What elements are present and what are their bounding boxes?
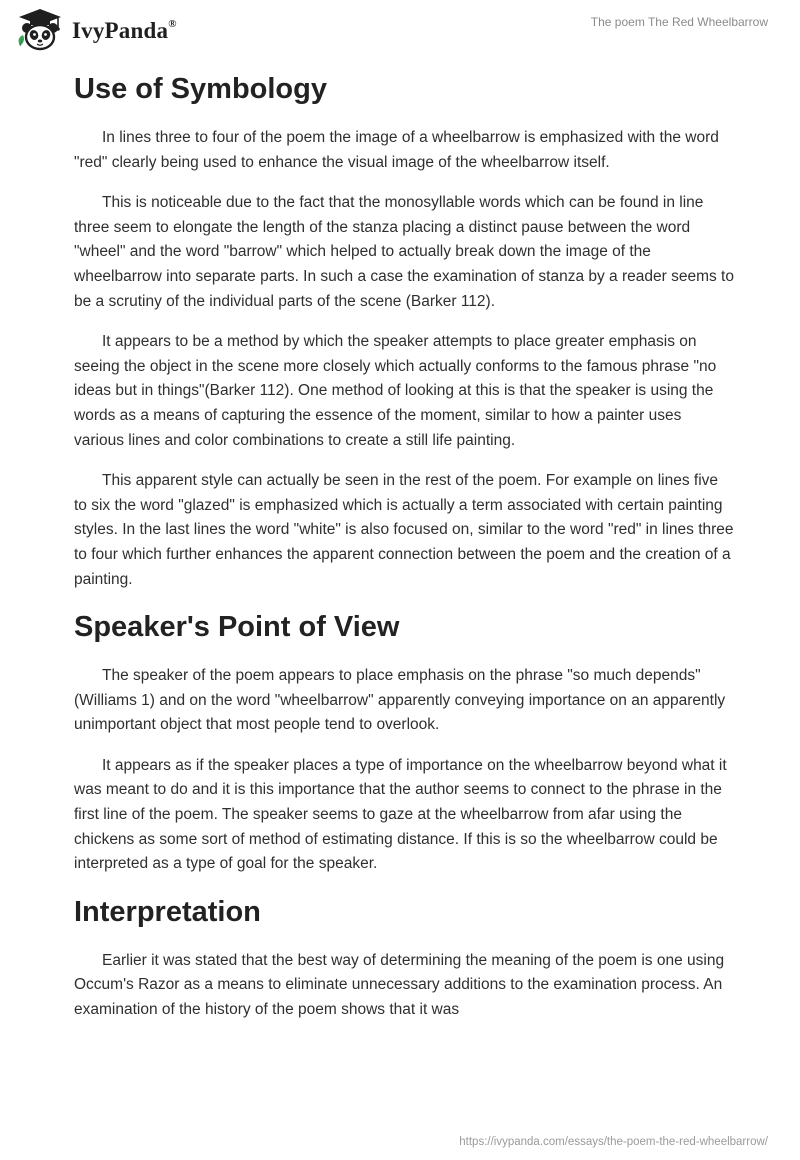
registered-mark: ® <box>168 18 177 31</box>
section-heading: Speaker's Point of View <box>74 611 400 644</box>
section-interpretation <box>74 893 734 1023</box>
panda-graduate-icon <box>14 8 66 52</box>
paragraph: Earlier it was stated that the best way of determining the meaning of the poem is one using Occum's Razor as a means to eliminate unnecessary additions to the examination process. An examination of the history of the poem shows that it was <box>74 951 725 1019</box>
essay-body <box>74 70 734 1039</box>
section-speakers-point-of-view <box>74 608 734 877</box>
section-heading: Use of Symbology <box>74 73 327 105</box>
paragraph: This apparent style can actually be seen in the rest of the poem. For example on lines five to six the word "glazed" is emphasized which is actually a term associated with certain painting styles. In the last lines the word "white" is also focused on, similar to the word "red" in lines three to four which further enhances the apparent connection between the poem and the creation of a painting. <box>74 472 734 588</box>
paragraph: This is noticeable due to the fact that the monosyllable words which can be found in line three seem to elongate the length of the stanza placing a distinct pause between the word "wheel" and the word "barrow" which helped to actually break down the image of the wheelbarrow into separate parts. In such a case the examination of stanza by a reader seems to be a scrutiny of the individual parts of the scene (Barker 112). <box>74 194 734 310</box>
paragraph: The speaker of the poem appears to place emphasis on the phrase "so much depends" (Williams 1) and on the word "wheelbarrow" apparently conveying importance on an apparently unimportant object that most people tend to overlook. <box>74 667 726 734</box>
brand-name: IvyPanda® <box>72 18 177 43</box>
page-header <box>0 0 800 60</box>
ivypanda-logo[interactable] <box>14 8 177 52</box>
source-url[interactable]: https://ivypanda.com/essays/the-poem-the-red-wheelbarrow/ <box>459 1136 768 1148</box>
paragraph: It appears to be a method by which the speaker attempts to place greater emphasis on seeing the object in the scene more closely which actually conforms to the famous phrase "no ideas but in things"(Barker 112). One method of looking at this is that the speaker is using the words as a means of capturing the essence of the moment, similar to how a painter uses various lines and color combinations to create a still life painting. <box>74 333 717 449</box>
paragraph: It appears as if the speaker places a type of importance on the wheelbarrow beyond what it was meant to do and it is this importance that the author seems to connect to the phrase in the first line of the poem. The speaker seems to gaze at the wheelbarrow from afar using the chickens as some sort of method of estimating distance. If this is so the wheelbarrow could be interpreted as a type of goal for the speaker. <box>74 756 727 873</box>
section-heading: Interpretation <box>74 895 261 928</box>
section-use-of-symbology <box>74 70 734 592</box>
document-title: The poem The Red Wheelbarrow <box>590 15 768 29</box>
paragraph: In lines three to four of the poem the image of a wheelbarrow is emphasized with the word "red" clearly being used to enhance the visual image of the wheelbarrow itself. <box>74 129 719 171</box>
